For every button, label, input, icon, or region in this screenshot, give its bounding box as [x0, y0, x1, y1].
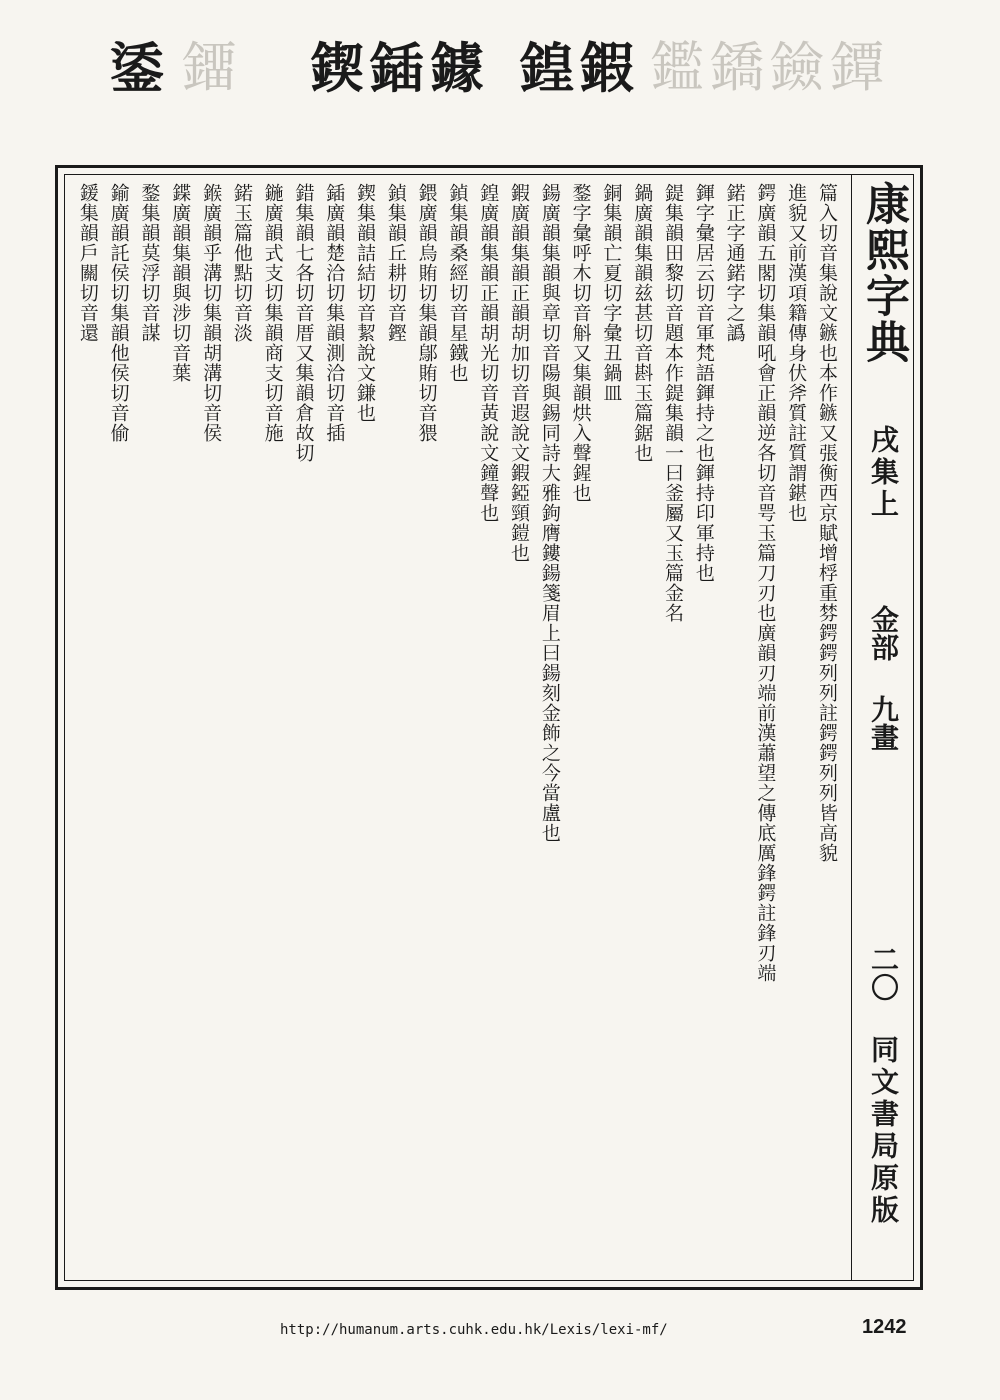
entry-column: 鍞集韻桑經切音星鐵也	[446, 183, 469, 383]
title-strip	[851, 175, 913, 1280]
entry-column: 鍩玉篇他點切音淡	[230, 183, 253, 343]
entry-column: 鍦廣韻式支切集韻商支切音施	[261, 183, 284, 443]
entry-column: 鍚廣韻集韻與章切音陽與錫同詩大雅鉤膺鏤鍚箋眉上曰鍚刻金飾之今當盧也	[538, 183, 561, 843]
entry-column: 鍩正字通鍩字之譌	[723, 183, 746, 343]
entry-column: 鍰集韻戶關切音還	[76, 183, 99, 343]
index-char-main-1: 鋈	[110, 36, 164, 100]
index-char-main-5: 鍠	[520, 36, 574, 100]
entry-column: 鍡廣韻烏賄切集韻鄔賄切音猥	[415, 183, 438, 443]
entry-column: 鍔廣韻五閣切集韻吼會正韻逆各切音咢玉篇刀刃也廣韻刃端前漢蕭望之傳底厲鋒鍔註鋒刃端	[754, 183, 777, 983]
book-title: 康熙字典	[858, 181, 909, 365]
entry-column: 鍋廣韻集韻兹甚切音斟玉篇鋸也	[631, 183, 654, 463]
entry-column: 銅集韻亡夏切字彙丑鍋皿	[600, 183, 623, 403]
page-frame	[55, 165, 923, 1290]
index-char-main-3: 鍤	[370, 36, 424, 100]
dictionary-body	[73, 183, 843, 1272]
source-url[interactable]: http://humanum.arts.cuhk.edu.hk/Lexis/lexi-mf/	[280, 1322, 668, 1338]
entry-column: 鍉集韻田黎切音題本作鍉集韻一曰釜屬又玉篇金名	[662, 183, 685, 623]
entry-column: 錯集韻七各切音厝又集韻倉故切	[292, 183, 315, 463]
entry-column: 鍥集韻詰結切音絜說文鎌也	[354, 183, 377, 423]
stroke-count-label: 九畫	[867, 695, 900, 751]
index-char-ghost-5: 鐔	[830, 36, 884, 99]
entry-column: 鍞集韻丘耕切音鏗	[384, 183, 407, 343]
entry-column: 進貌又前漢項籍傳身伏斧質註質謂鍖也	[785, 183, 808, 523]
entry-column: 鍕字彙居云切音軍梵語鍕持之也鍕持印軍持也	[692, 183, 715, 583]
entry-column: 鍜廣韻集韻正韻胡加切音遐說文鍜錏頸鎧也	[508, 183, 531, 563]
radical-label: 金部	[867, 605, 900, 661]
entry-column: 鍱廣韻集韻與涉切音葉	[169, 183, 192, 383]
index-char-ghost-4: 鐱	[770, 36, 824, 99]
index-char-main-6: 鍜	[580, 36, 634, 100]
publisher-label: 同文書局原版	[867, 1035, 900, 1227]
entry-column: 鍪集韻莫浮切音謀	[138, 183, 161, 343]
index-char-main-4: 鐻	[430, 36, 484, 100]
entry-column: 鍪字彙呼木切音斛又集韻烘入聲鍟也	[569, 183, 592, 503]
page-number: 1242	[862, 1316, 907, 1338]
index-characters	[110, 28, 910, 138]
entry-column: 鍭廣韻乎溝切集韻胡溝切音侯	[200, 183, 223, 443]
index-char-ghost-2: 鑑	[650, 36, 704, 99]
entry-column: 鍤廣韻楚洽切集韻測洽切音插	[323, 183, 346, 443]
index-char-ghost-3: 鐈	[710, 36, 764, 99]
folio-label: 二〇	[867, 945, 900, 1001]
entry-column: 鍠廣韻集韻正韻胡光切音黃說文鐘聲也	[477, 183, 500, 523]
index-char-ghost-1: 鐂	[182, 36, 236, 99]
entry-column: 篇入切音集說文鏃也本作鏃又張衡西京賦增桴重棼鍔鍔列列註鍔鍔列列皆高貌	[816, 183, 838, 863]
entry-column: 鍮廣韻託侯切集韻他侯切音偷	[107, 183, 130, 443]
index-char-main-2: 鍥	[310, 36, 364, 100]
page-inner-border	[64, 174, 914, 1281]
volume-label: 戌集上	[867, 425, 900, 521]
